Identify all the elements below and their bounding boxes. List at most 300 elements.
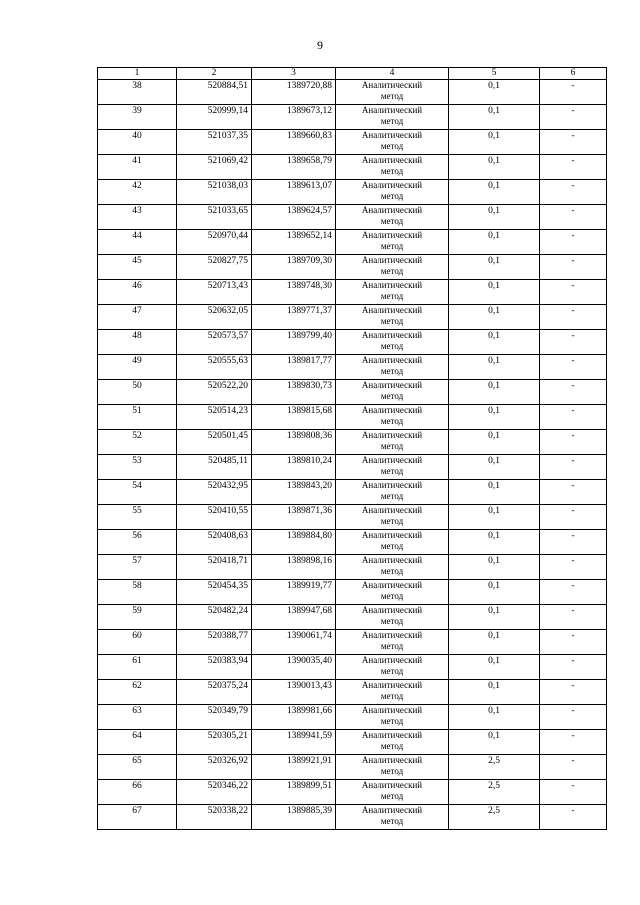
note-cell bbox=[540, 355, 607, 380]
y-coordinate-cell bbox=[252, 755, 336, 780]
note-cell bbox=[540, 255, 607, 280]
method-line-1: Аналитический bbox=[361, 705, 423, 715]
method-cell bbox=[336, 180, 449, 205]
x-coordinate-cell bbox=[177, 680, 252, 705]
method-cell bbox=[336, 230, 449, 255]
note-cell bbox=[540, 455, 607, 480]
x-coordinate-cell bbox=[177, 730, 252, 755]
note-value: - bbox=[571, 706, 575, 716]
point-number: 63 bbox=[132, 706, 142, 716]
y-coordinate: 1389919,77 bbox=[286, 581, 332, 591]
y-coordinate: 1390013,43 bbox=[286, 681, 332, 691]
column-header-2: 2 bbox=[177, 68, 252, 80]
note-cell bbox=[540, 480, 607, 505]
method-line-2: метод bbox=[380, 466, 404, 476]
accuracy-value: 0,1 bbox=[488, 656, 500, 666]
method-line-2: метод bbox=[380, 741, 404, 751]
accuracy-cell bbox=[449, 305, 540, 330]
x-coordinate-cell bbox=[177, 455, 252, 480]
point-number: 47 bbox=[132, 306, 142, 316]
y-coordinate-cell bbox=[252, 605, 336, 630]
note-cell bbox=[540, 280, 607, 305]
y-coordinate: 1389921,91 bbox=[286, 756, 332, 766]
point-number: 54 bbox=[132, 481, 142, 491]
note-cell bbox=[540, 555, 607, 580]
accuracy-cell bbox=[449, 355, 540, 380]
note-value: - bbox=[571, 806, 575, 816]
x-coordinate: 520485,11 bbox=[207, 456, 248, 466]
column-header-6: 6 bbox=[540, 68, 607, 80]
table-row bbox=[98, 655, 607, 680]
table-row bbox=[98, 105, 607, 130]
method-line-2: метод bbox=[380, 391, 404, 401]
accuracy-value: 0,1 bbox=[488, 81, 500, 91]
point-number-cell bbox=[98, 430, 177, 455]
table-row bbox=[98, 205, 607, 230]
accuracy-value: 0,1 bbox=[488, 456, 500, 466]
y-coordinate: 1389799,40 bbox=[286, 331, 332, 341]
accuracy-cell bbox=[449, 580, 540, 605]
method-cell bbox=[336, 380, 449, 405]
y-coordinate-cell bbox=[252, 730, 336, 755]
accuracy-value: 0,1 bbox=[488, 281, 500, 291]
point-number-cell bbox=[98, 80, 177, 105]
x-coordinate-cell bbox=[177, 305, 252, 330]
point-number: 45 bbox=[132, 256, 142, 266]
note-value: - bbox=[571, 381, 575, 391]
table-row bbox=[98, 680, 607, 705]
note-cell bbox=[540, 805, 607, 830]
point-number-cell bbox=[98, 680, 177, 705]
point-number: 39 bbox=[132, 106, 142, 116]
table-row bbox=[98, 155, 607, 180]
x-coordinate: 520305,21 bbox=[207, 731, 248, 741]
point-number: 57 bbox=[132, 556, 142, 566]
y-coordinate: 1390061,74 bbox=[286, 631, 332, 641]
x-coordinate-cell bbox=[177, 430, 252, 455]
accuracy-cell bbox=[449, 630, 540, 655]
x-coordinate-cell bbox=[177, 655, 252, 680]
y-coordinate-cell bbox=[252, 130, 336, 155]
x-coordinate-cell bbox=[177, 205, 252, 230]
x-coordinate: 520326,92 bbox=[207, 756, 248, 766]
column-header-1: 1 bbox=[98, 68, 177, 80]
y-coordinate-cell bbox=[252, 305, 336, 330]
note-cell bbox=[540, 180, 607, 205]
x-coordinate-cell bbox=[177, 280, 252, 305]
x-coordinate-cell bbox=[177, 530, 252, 555]
accuracy-value: 0,1 bbox=[488, 481, 500, 491]
accuracy-value: 0,1 bbox=[488, 706, 500, 716]
point-number: 46 bbox=[132, 281, 142, 291]
method-cell bbox=[336, 155, 449, 180]
page-number: 9 bbox=[317, 38, 323, 52]
y-coordinate: 1389899,51 bbox=[286, 781, 332, 791]
accuracy-value: 0,1 bbox=[488, 631, 500, 641]
y-coordinate-cell bbox=[252, 455, 336, 480]
method-cell bbox=[336, 480, 449, 505]
accuracy-value: 0,1 bbox=[488, 231, 500, 241]
column-header-4: 4 bbox=[336, 68, 449, 80]
table-row bbox=[98, 505, 607, 530]
accuracy-cell bbox=[449, 280, 540, 305]
y-coordinate: 1389624,57 bbox=[286, 206, 332, 216]
note-value: - bbox=[571, 481, 575, 491]
method-cell bbox=[336, 755, 449, 780]
point-number-cell bbox=[98, 330, 177, 355]
method-line-2: метод bbox=[380, 491, 404, 501]
x-coordinate: 520418,71 bbox=[207, 556, 248, 566]
note-cell bbox=[540, 580, 607, 605]
y-coordinate: 1389947,68 bbox=[286, 606, 332, 616]
accuracy-cell bbox=[449, 80, 540, 105]
note-value: - bbox=[571, 781, 575, 791]
y-coordinate-cell bbox=[252, 505, 336, 530]
note-cell bbox=[540, 380, 607, 405]
table-row bbox=[98, 330, 607, 355]
method-line-1: Аналитический bbox=[361, 180, 423, 190]
method-line-2: метод bbox=[380, 566, 404, 576]
method-line-1: Аналитический bbox=[361, 530, 423, 540]
point-number-cell bbox=[98, 505, 177, 530]
point-number: 51 bbox=[132, 406, 142, 416]
method-cell bbox=[336, 405, 449, 430]
x-coordinate: 520432,95 bbox=[207, 481, 248, 491]
method-line-1: Аналитический bbox=[361, 380, 423, 390]
accuracy-value: 0,1 bbox=[488, 206, 500, 216]
method-line-1: Аналитический bbox=[361, 805, 423, 815]
accuracy-cell bbox=[449, 730, 540, 755]
note-cell bbox=[540, 330, 607, 355]
accuracy-cell bbox=[449, 255, 540, 280]
x-coordinate-cell bbox=[177, 480, 252, 505]
y-coordinate: 1389709,30 bbox=[286, 256, 332, 266]
y-coordinate: 1389817,77 bbox=[286, 356, 332, 366]
method-line-2: метод bbox=[380, 366, 404, 376]
accuracy-value: 0,1 bbox=[488, 356, 500, 366]
point-number-cell bbox=[98, 805, 177, 830]
method-line-2: метод bbox=[380, 341, 404, 351]
method-cell bbox=[336, 255, 449, 280]
method-cell bbox=[336, 555, 449, 580]
accuracy-cell bbox=[449, 805, 540, 830]
y-coordinate: 1389771,37 bbox=[286, 306, 332, 316]
method-cell bbox=[336, 105, 449, 130]
method-line-2: метод bbox=[380, 441, 404, 451]
method-line-1: Аналитический bbox=[361, 505, 423, 515]
y-coordinate-cell bbox=[252, 405, 336, 430]
accuracy-cell bbox=[449, 130, 540, 155]
point-number-cell bbox=[98, 130, 177, 155]
note-cell bbox=[540, 680, 607, 705]
y-coordinate-cell bbox=[252, 705, 336, 730]
y-coordinate-cell bbox=[252, 380, 336, 405]
method-line-2: метод bbox=[380, 616, 404, 626]
column-header-5: 5 bbox=[449, 68, 540, 80]
x-coordinate-cell bbox=[177, 780, 252, 805]
x-coordinate-cell bbox=[177, 80, 252, 105]
accuracy-cell bbox=[449, 705, 540, 730]
method-cell bbox=[336, 355, 449, 380]
method-cell bbox=[336, 205, 449, 230]
note-value: - bbox=[571, 606, 575, 616]
x-coordinate-cell bbox=[177, 505, 252, 530]
x-coordinate: 520632,05 bbox=[207, 306, 248, 316]
accuracy-value: 0,1 bbox=[488, 606, 500, 616]
note-value: - bbox=[571, 431, 575, 441]
note-value: - bbox=[571, 531, 575, 541]
y-coordinate: 1389613,07 bbox=[286, 181, 332, 191]
column-header-3: 3 bbox=[252, 68, 336, 80]
point-number: 42 bbox=[132, 181, 142, 191]
point-number: 61 bbox=[132, 656, 142, 666]
point-number: 52 bbox=[132, 431, 142, 441]
method-line-2: метод bbox=[380, 141, 404, 151]
note-value: - bbox=[571, 281, 575, 291]
note-cell bbox=[540, 505, 607, 530]
accuracy-value: 2,5 bbox=[488, 756, 500, 766]
accuracy-value: 2,5 bbox=[488, 781, 500, 791]
point-number: 55 bbox=[132, 506, 142, 516]
note-value: - bbox=[571, 231, 575, 241]
accuracy-cell bbox=[449, 205, 540, 230]
x-coordinate: 520573,57 bbox=[207, 331, 248, 341]
x-coordinate-cell bbox=[177, 805, 252, 830]
point-number-cell bbox=[98, 380, 177, 405]
note-cell bbox=[540, 655, 607, 680]
accuracy-cell bbox=[449, 105, 540, 130]
method-line-1: Аналитический bbox=[361, 405, 423, 415]
point-number-cell bbox=[98, 230, 177, 255]
accuracy-cell bbox=[449, 405, 540, 430]
accuracy-cell bbox=[449, 555, 540, 580]
x-coordinate: 520410,55 bbox=[207, 506, 248, 516]
note-value: - bbox=[571, 306, 575, 316]
note-value: - bbox=[571, 106, 575, 116]
method-line-1: Аналитический bbox=[361, 755, 423, 765]
accuracy-value: 0,1 bbox=[488, 256, 500, 266]
accuracy-cell bbox=[449, 680, 540, 705]
method-line-1: Аналитический bbox=[361, 230, 423, 240]
method-line-2: метод bbox=[380, 291, 404, 301]
table-row bbox=[98, 730, 607, 755]
method-cell bbox=[336, 330, 449, 355]
table-body bbox=[98, 80, 607, 830]
method-cell bbox=[336, 130, 449, 155]
x-coordinate-cell bbox=[177, 755, 252, 780]
method-line-2: метод bbox=[380, 266, 404, 276]
point-number-cell bbox=[98, 205, 177, 230]
note-cell bbox=[540, 755, 607, 780]
method-line-2: метод bbox=[380, 716, 404, 726]
method-line-1: Аналитический bbox=[361, 280, 423, 290]
point-number-cell bbox=[98, 730, 177, 755]
x-coordinate: 521038,03 bbox=[207, 181, 248, 191]
table-row bbox=[98, 405, 607, 430]
accuracy-cell bbox=[449, 380, 540, 405]
x-coordinate: 520999,14 bbox=[207, 106, 248, 116]
y-coordinate-cell bbox=[252, 630, 336, 655]
table-row bbox=[98, 130, 607, 155]
method-line-1: Аналитический bbox=[361, 455, 423, 465]
y-coordinate: 1389673,12 bbox=[286, 106, 332, 116]
point-number: 66 bbox=[132, 781, 142, 791]
method-line-2: метод bbox=[380, 641, 404, 651]
note-cell bbox=[540, 205, 607, 230]
method-cell bbox=[336, 430, 449, 455]
x-coordinate-cell bbox=[177, 330, 252, 355]
point-number: 58 bbox=[132, 581, 142, 591]
coordinates-table bbox=[97, 67, 607, 830]
method-line-2: метод bbox=[380, 416, 404, 426]
x-coordinate: 520388,77 bbox=[207, 631, 248, 641]
accuracy-value: 0,1 bbox=[488, 406, 500, 416]
accuracy-cell bbox=[449, 430, 540, 455]
point-number: 65 bbox=[132, 756, 142, 766]
method-line-2: метод bbox=[380, 516, 404, 526]
point-number: 40 bbox=[132, 131, 142, 141]
y-coordinate-cell bbox=[252, 205, 336, 230]
point-number-cell bbox=[98, 105, 177, 130]
accuracy-value: 0,1 bbox=[488, 581, 500, 591]
accuracy-value: 0,1 bbox=[488, 731, 500, 741]
method-line-1: Аналитический bbox=[361, 430, 423, 440]
method-line-2: метод bbox=[380, 666, 404, 676]
method-cell bbox=[336, 505, 449, 530]
y-coordinate: 1389658,79 bbox=[286, 156, 332, 166]
method-line-1: Аналитический bbox=[361, 630, 423, 640]
accuracy-cell bbox=[449, 780, 540, 805]
note-value: - bbox=[571, 256, 575, 266]
y-coordinate-cell bbox=[252, 655, 336, 680]
table-row bbox=[98, 455, 607, 480]
x-coordinate-cell bbox=[177, 555, 252, 580]
y-coordinate-cell bbox=[252, 480, 336, 505]
note-cell bbox=[540, 730, 607, 755]
y-coordinate-cell bbox=[252, 580, 336, 605]
accuracy-cell bbox=[449, 655, 540, 680]
note-cell bbox=[540, 705, 607, 730]
method-cell bbox=[336, 455, 449, 480]
point-number-cell bbox=[98, 355, 177, 380]
accuracy-cell bbox=[449, 230, 540, 255]
accuracy-value: 0,1 bbox=[488, 331, 500, 341]
point-number: 53 bbox=[132, 456, 142, 466]
point-number: 41 bbox=[132, 156, 142, 166]
y-coordinate: 1389808,36 bbox=[286, 431, 332, 441]
y-coordinate-cell bbox=[252, 530, 336, 555]
y-coordinate-cell bbox=[252, 105, 336, 130]
table-row bbox=[98, 305, 607, 330]
table-row bbox=[98, 705, 607, 730]
method-line-1: Аналитический bbox=[361, 80, 423, 90]
note-cell bbox=[540, 80, 607, 105]
y-coordinate-cell bbox=[252, 230, 336, 255]
x-coordinate: 520346,22 bbox=[207, 781, 248, 791]
point-number-cell bbox=[98, 305, 177, 330]
method-line-2: метод bbox=[380, 316, 404, 326]
x-coordinate: 520482,24 bbox=[207, 606, 248, 616]
accuracy-value: 0,1 bbox=[488, 131, 500, 141]
point-number-cell bbox=[98, 655, 177, 680]
method-line-2: метод bbox=[380, 166, 404, 176]
table-row bbox=[98, 530, 607, 555]
method-line-2: метод bbox=[380, 116, 404, 126]
method-line-1: Аналитический bbox=[361, 155, 423, 165]
y-coordinate-cell bbox=[252, 805, 336, 830]
y-coordinate-cell bbox=[252, 780, 336, 805]
table-row bbox=[98, 230, 607, 255]
y-coordinate: 1389815,68 bbox=[286, 406, 332, 416]
x-coordinate-cell bbox=[177, 105, 252, 130]
accuracy-value: 0,1 bbox=[488, 531, 500, 541]
method-line-1: Аналитический bbox=[361, 355, 423, 365]
note-value: - bbox=[571, 756, 575, 766]
method-line-2: метод bbox=[380, 591, 404, 601]
method-cell bbox=[336, 530, 449, 555]
table-header-row bbox=[98, 68, 607, 80]
y-coordinate: 1389843,20 bbox=[286, 481, 332, 491]
y-coordinate-cell bbox=[252, 430, 336, 455]
x-coordinate: 520827,75 bbox=[207, 256, 248, 266]
x-coordinate: 520555,63 bbox=[207, 356, 248, 366]
table-row bbox=[98, 580, 607, 605]
accuracy-value: 0,1 bbox=[488, 681, 500, 691]
table-row bbox=[98, 355, 607, 380]
method-line-1: Аналитический bbox=[361, 555, 423, 565]
method-line-2: метод bbox=[380, 766, 404, 776]
point-number-cell bbox=[98, 605, 177, 630]
point-number-cell bbox=[98, 180, 177, 205]
table-row bbox=[98, 480, 607, 505]
x-coordinate: 520408,63 bbox=[207, 531, 248, 541]
point-number-cell bbox=[98, 155, 177, 180]
y-coordinate: 1389884,80 bbox=[286, 531, 332, 541]
method-cell bbox=[336, 705, 449, 730]
x-coordinate: 520970,44 bbox=[207, 231, 248, 241]
y-coordinate: 1389898,16 bbox=[286, 556, 332, 566]
method-line-1: Аналитический bbox=[361, 780, 423, 790]
method-cell bbox=[336, 655, 449, 680]
note-cell bbox=[540, 430, 607, 455]
method-line-2: метод bbox=[380, 91, 404, 101]
method-line-2: метод bbox=[380, 241, 404, 251]
x-coordinate-cell bbox=[177, 605, 252, 630]
table-row bbox=[98, 630, 607, 655]
x-coordinate-cell bbox=[177, 705, 252, 730]
point-number: 59 bbox=[132, 606, 142, 616]
accuracy-cell bbox=[449, 530, 540, 555]
accuracy-cell bbox=[449, 155, 540, 180]
method-line-1: Аналитический bbox=[361, 255, 423, 265]
table-row bbox=[98, 605, 607, 630]
x-coordinate-cell bbox=[177, 180, 252, 205]
note-value: - bbox=[571, 356, 575, 366]
point-number-cell bbox=[98, 480, 177, 505]
point-number: 64 bbox=[132, 731, 142, 741]
y-coordinate-cell bbox=[252, 330, 336, 355]
x-coordinate: 520375,24 bbox=[207, 681, 248, 691]
accuracy-value: 0,1 bbox=[488, 156, 500, 166]
note-cell bbox=[540, 105, 607, 130]
method-line-1: Аналитический bbox=[361, 730, 423, 740]
y-coordinate-cell bbox=[252, 555, 336, 580]
x-coordinate-cell bbox=[177, 130, 252, 155]
table-row bbox=[98, 555, 607, 580]
method-cell bbox=[336, 280, 449, 305]
point-number-cell bbox=[98, 255, 177, 280]
point-number: 67 bbox=[132, 806, 142, 816]
